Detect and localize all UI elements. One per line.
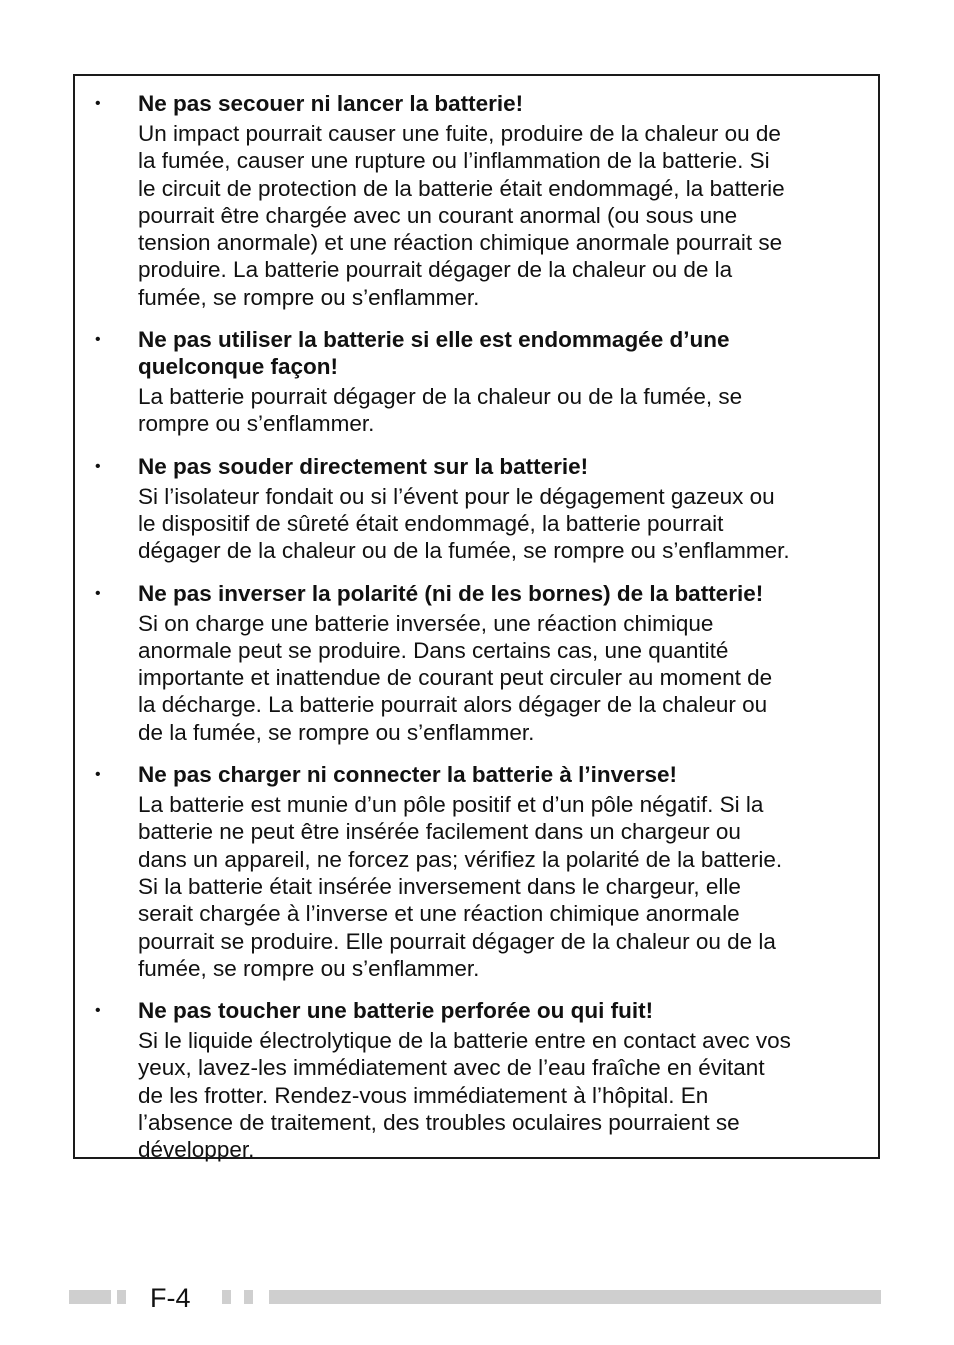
warning-item (91, 90, 862, 311)
warning-item (91, 761, 862, 982)
warning-text: La batterie est munie d’un pôle positif et d’un pôle négatif. Si la batterie ne peut être insérée facilement dans un chargeur ou dans un appareil, ne forcez pas; vérifiez la polarité de la batterie. Si la batterie était insérée inversement dans le chargeur, elle serait chargée à l’inverse et une réaction chimique anormale pourrait se produire. Elle pourrait dégager de la chaleur ou de la fumée, se rompre ou s’enflammer. (138, 792, 783, 981)
bullet-icon: • (95, 457, 101, 475)
bullet-icon: • (95, 95, 101, 112)
warning-item (91, 580, 862, 746)
footer-square (117, 1290, 126, 1304)
bullet-icon: • (95, 584, 101, 602)
bullet-icon: • (95, 331, 101, 349)
footer-square (222, 1290, 231, 1304)
warning-text: Si l’isolateur fondait ou si l’évent pour le dégagement gazeux ou le dispositif de sûreté était endommagé, la batterie pourrait dégager de la chaleur ou de la fumée, se rompre ou s’enflammer. (138, 483, 790, 564)
warning-heading: Ne pas utiliser la batterie si elle est endommagée d’une quelconque façon! (138, 327, 730, 380)
footer-bar-right (269, 1290, 881, 1304)
warning-heading: Ne pas souder directement sur la batterie! (138, 453, 589, 479)
warning-text: La batterie pourrait dégager de la chaleur ou de la fumée, se rompre ou s’enflammer. (138, 384, 743, 437)
warning-heading: Ne pas inverser la polarité (ni de les bornes) de la batterie! (138, 580, 764, 606)
warning-item (91, 997, 862, 1163)
warning-text: Si on charge une batterie inversée, une réaction chimique anormale peut se produire. Dans certains cas, une quantité importante et inattendue de courant peut circuler au moment de la décharge. La batterie pourrait alors dégager de la chaleur ou de la fumée, se rompre ou s’enflammer. (138, 610, 773, 745)
warning-heading: Ne pas secouer ni lancer la batterie! (138, 91, 524, 116)
warning-item (91, 453, 862, 565)
bullet-icon: • (95, 766, 101, 784)
warning-text: Un impact pourrait causer une fuite, produire de la chaleur ou de la fumée, causer une rupture ou l’inflammation de la batterie. Si le circuit de protection de la batterie était endommagé, la batterie pourrait être chargée avec un courant anormal (ou sous une tension anormale) et une réaction chimique anormale pourrait se produire. La batterie pourrait dégager de la chaleur ou de la fumée, se rompre ou s’enflammer. (138, 121, 785, 310)
warning-box (73, 74, 880, 1163)
warning-item (91, 326, 862, 438)
page-number: F-4 (150, 1283, 191, 1313)
warning-text: Si le liquide électrolytique de la batterie entre en contact avec vos yeux, lavez-les immédiatement avec de l’eau fraîche en évitant de les frotter. Rendez-vous immédiatement à l’hôpital. En l’absence de traitement, des troubles oculaires pourraient se développer. (138, 1028, 791, 1163)
warning-heading: Ne pas charger ni connecter la batterie à l’inverse! (138, 762, 677, 788)
footer-square (244, 1290, 253, 1304)
warning-heading: Ne pas toucher une batterie perforée ou qui fuit! (138, 998, 654, 1024)
footer-bar-left (69, 1290, 111, 1304)
bullet-icon: • (95, 1002, 101, 1020)
